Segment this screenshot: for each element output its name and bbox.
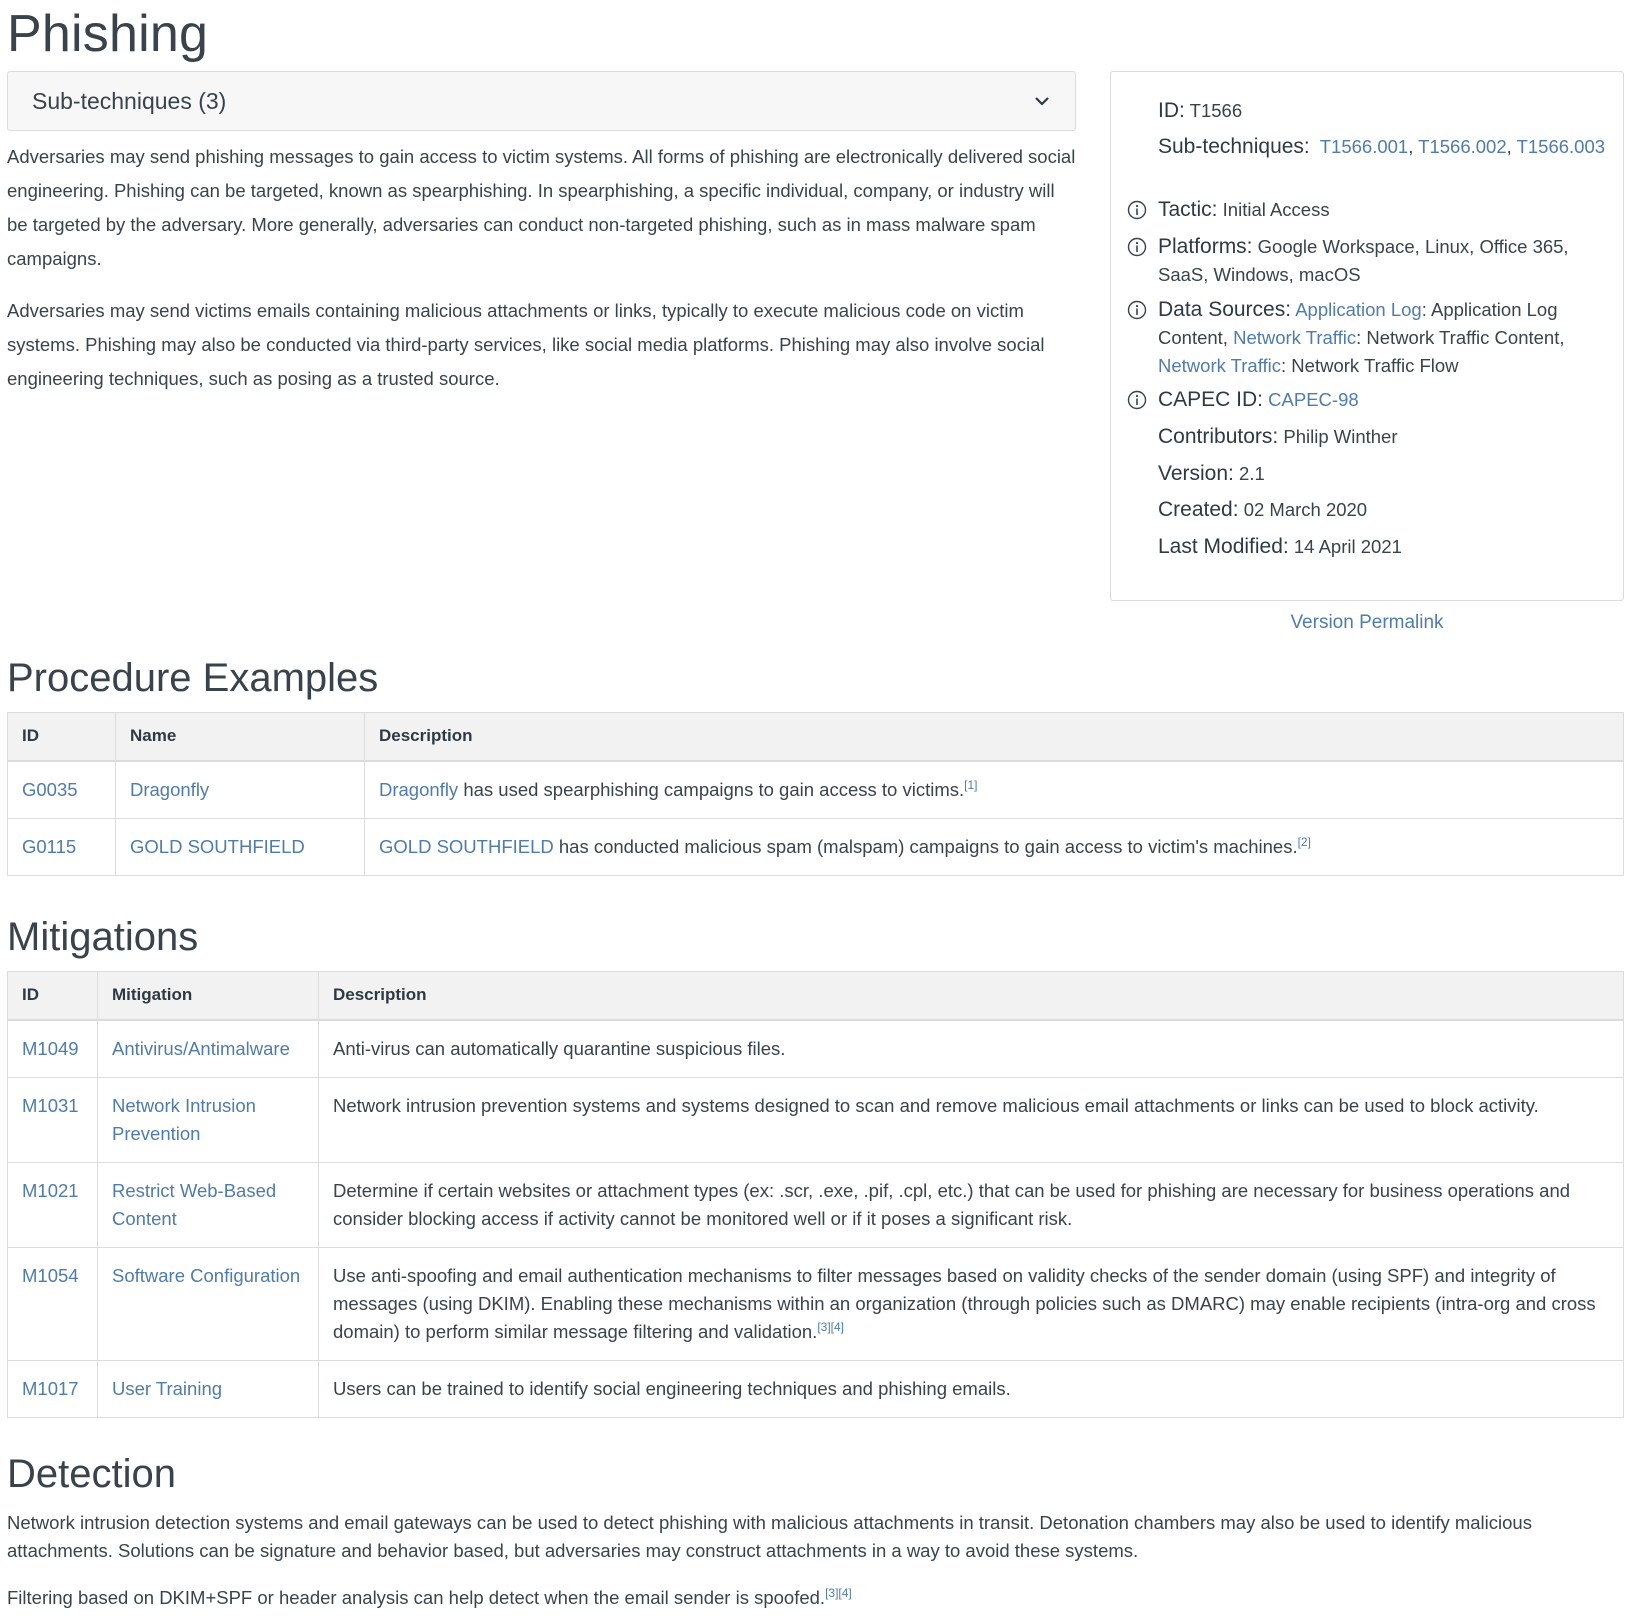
column-header: ID	[8, 713, 116, 761]
page-title: Phishing	[7, 5, 209, 63]
subtechnique-link[interactable]: T1566.001	[1319, 136, 1409, 157]
column-header: Mitigation	[98, 972, 319, 1020]
card-datasources-row	[1158, 296, 1608, 380]
group-desc-link[interactable]: GOLD SOUTHFIELD	[379, 835, 554, 857]
mitigation-description-cell	[319, 1077, 1624, 1162]
info-circle-icon[interactable]	[1127, 390, 1147, 410]
card-datasources-label: Data Sources:	[1158, 298, 1292, 321]
procedure-id-cell	[8, 818, 116, 875]
mitigation-id-cell	[8, 1077, 98, 1162]
column-header: Description	[319, 972, 1624, 1020]
subtechniques-label: Sub-techniques (3)	[32, 87, 227, 114]
card-created-value: 02 March 2020	[1243, 499, 1368, 520]
mitigation-description-text: Use anti-spoofing and email authentication mechanisms to filter messages based on validity checks of the sender domain (using SPF) and integrity of messages (using DKIM). Enabling these mechanisms within an organization (through policies such as DMARC) may enable recipients (intra-org and cross domain) to perform similar message filtering and validation.	[333, 1264, 1596, 1342]
mitigation-name-cell	[98, 1077, 319, 1162]
detection-paragraph: Network intrusion detection systems and email gateways can be used to detect phishing with malicious attachments in transit. Detonation chambers may also be used to identify malicious attachments. Solutions can be signature and behavior based, but adversaries may construct attachments in a way to avoid these systems.	[7, 1512, 1532, 1561]
procedure-name-cell	[116, 761, 365, 819]
column-header: Name	[116, 713, 365, 761]
card-version-label: Version:	[1158, 462, 1234, 485]
mitigation-name-cell	[98, 1020, 319, 1078]
card-id-row	[1158, 97, 1608, 125]
datasource-link[interactable]: Network Traffic	[1233, 327, 1357, 348]
table-row	[8, 761, 1624, 819]
group-id-link[interactable]: G0115	[22, 835, 77, 857]
group-id-link[interactable]: G0035	[22, 778, 78, 800]
mitigations-table	[7, 971, 1624, 1418]
mitigation-description-text: Anti-virus can automatically quarantine suspicious files.	[333, 1037, 786, 1059]
detection-paragraph-2	[7, 1584, 1624, 1612]
procedure-examples-heading: Procedure Examples	[7, 656, 379, 700]
version-permalink-link[interactable]: Version Permalink	[1290, 612, 1444, 633]
detection-text: Filtering based on DKIM+SPF or header analysis can help detect when the email sender is spoofed.	[7, 1587, 826, 1608]
procedure-description-text: has conducted malicious spam (malspam) campaigns to gain access to victim's machines.	[553, 835, 1298, 857]
mitigation-description-text: Determine if certain websites or attachment types (ex: .scr, .exe, .pif, .cpl, etc.) that can be used for phishing are necessary for business operations and consider blocking access if activity cannot be monitored well or if it poses a significant risk.	[333, 1179, 1571, 1229]
chevron-down-icon	[1033, 92, 1051, 110]
mitigation-description-cell	[319, 1020, 1624, 1078]
mitigation-id-link[interactable]: M1031	[22, 1094, 79, 1116]
table-header-row	[8, 972, 1624, 1020]
datasource-link[interactable]: Application Log	[1295, 299, 1422, 320]
procedure-description-text: has used spearphishing campaigns to gain access to victims.	[458, 778, 965, 800]
card-contributors-value: Philip Winther	[1283, 426, 1398, 447]
mitigation-name-link[interactable]: Software Configuration	[112, 1264, 301, 1286]
reference-link[interactable]: [3][4]	[825, 1585, 852, 1600]
mitigation-description-cell	[319, 1360, 1624, 1417]
card-created-label: Created:	[1158, 498, 1239, 521]
mitigation-id-link[interactable]: M1054	[22, 1264, 79, 1286]
mitigation-name-link[interactable]: Restrict Web-Based Content	[112, 1179, 277, 1229]
mitigation-description-text: Users can be trained to identify social engineering techniques and phishing emails.	[333, 1377, 1011, 1399]
table-row	[8, 818, 1624, 875]
card-version-value: 2.1	[1239, 463, 1265, 484]
datasource-link[interactable]: Network Traffic	[1158, 355, 1282, 376]
datasource-component: : Application Log Content,	[1158, 299, 1558, 348]
table-row	[8, 1162, 1624, 1247]
card-version-row	[1158, 460, 1608, 488]
mitigation-description-cell	[319, 1247, 1624, 1360]
card-modified-label: Last Modified:	[1158, 535, 1289, 558]
card-capec-row	[1158, 386, 1608, 414]
group-desc-link[interactable]: Dragonfly	[379, 778, 459, 800]
version-permalink-container	[1110, 612, 1624, 634]
mitigation-id-cell	[8, 1360, 98, 1417]
mitigation-id-cell	[8, 1020, 98, 1078]
card-capec-label: CAPEC ID:	[1158, 388, 1264, 411]
mitigation-name-link[interactable]: Antivirus/Antimalware	[112, 1037, 290, 1059]
mitigation-description-cell	[319, 1162, 1624, 1247]
mitigation-id-link[interactable]: M1049	[22, 1037, 79, 1059]
table-row	[8, 1360, 1624, 1417]
group-name-link[interactable]: Dragonfly	[130, 778, 210, 800]
card-tactic-value: Initial Access	[1222, 199, 1330, 220]
info-circle-icon[interactable]	[1127, 237, 1147, 257]
capec-link[interactable]: CAPEC-98	[1268, 389, 1359, 410]
card-platforms-value: Google Workspace, Linux, Office 365, SaaS, Windows, macOS	[1158, 236, 1569, 285]
card-created-row	[1158, 496, 1608, 524]
mitigation-name-link[interactable]: User Training	[112, 1377, 223, 1399]
column-header: ID	[8, 972, 98, 1020]
table-header-row	[8, 713, 1624, 761]
mitigations-heading: Mitigations	[7, 915, 199, 959]
info-circle-icon[interactable]	[1127, 300, 1147, 320]
mitigation-id-cell	[8, 1162, 98, 1247]
reference-link[interactable]: [2]	[1297, 834, 1311, 849]
table-row	[8, 1020, 1624, 1078]
column-header: Description	[365, 713, 1624, 761]
card-platforms-row	[1158, 233, 1608, 289]
detection-heading: Detection	[7, 1452, 176, 1496]
subtechnique-link[interactable]: T1566.003	[1516, 136, 1606, 157]
info-circle-icon[interactable]	[1127, 200, 1147, 220]
mitigation-id-link[interactable]: M1017	[22, 1377, 79, 1399]
reference-link[interactable]: [1]	[964, 777, 978, 792]
reference-link[interactable]: [3][4]	[817, 1319, 844, 1334]
technique-description	[7, 140, 1079, 414]
procedure-description-cell	[365, 818, 1624, 875]
mitigation-name-link[interactable]: Network Intrusion Prevention	[112, 1094, 256, 1144]
table-row	[8, 1077, 1624, 1162]
mitigation-name-cell	[98, 1247, 319, 1360]
mitigation-id-cell	[8, 1247, 98, 1360]
table-row	[8, 1247, 1624, 1360]
card-subtechniques-label: Sub-techniques:	[1158, 135, 1310, 158]
card-tactic-row	[1158, 196, 1608, 224]
procedure-examples-table	[7, 712, 1624, 876]
procedure-name-cell	[116, 818, 365, 875]
card-contributors-label: Contributors:	[1158, 425, 1279, 448]
mitigation-name-cell	[98, 1162, 319, 1247]
description-paragraph: Adversaries may send phishing messages to gain access to victim systems. All forms of phishing are electronically delivered social engineering. Phishing can be targeted, known as spearphishing. In spearphishing, a specific individual, company, or industry will be targeted by the adversary. More generally, adversaries can conduct non-targeted phishing, such as in mass malware spam campaigns.	[7, 146, 1076, 269]
description-paragraph: Adversaries may send victims emails containing malicious attachments or links, typically to execute malicious code on victim systems. Phishing may also be conducted via third-party services, like social media platforms. Phishing may also involve social engineering techniques, such as posing as a trusted source.	[7, 300, 1045, 389]
mitigation-description-text: Network intrusion prevention systems and systems designed to scan and remove malicious email attachments or links can be used to block activity.	[333, 1094, 1539, 1116]
subtechnique-link[interactable]: T1566.002	[1418, 136, 1507, 157]
group-name-link[interactable]: GOLD SOUTHFIELD	[130, 835, 305, 857]
datasource-component: : Network Traffic Flow	[1281, 355, 1459, 376]
card-tactic-label: Tactic:	[1158, 198, 1218, 221]
card-modified-row	[1158, 533, 1608, 561]
procedure-id-cell	[8, 761, 116, 819]
procedure-description-cell	[365, 761, 1624, 819]
card-contributors-row	[1158, 423, 1608, 451]
subtechniques-dropdown[interactable]	[7, 71, 1076, 131]
technique-info-card	[1110, 71, 1624, 601]
card-modified-value: 14 April 2021	[1293, 536, 1402, 557]
datasource-component: : Network Traffic Content,	[1356, 327, 1565, 348]
card-id-label: ID:	[1158, 99, 1185, 122]
card-id-value: T1566	[1189, 100, 1243, 121]
card-platforms-label: Platforms:	[1158, 235, 1253, 258]
mitigation-name-cell	[98, 1360, 319, 1417]
card-subtechniques-row: Sub-techniques: T1566.001, T1566.002, T1566.003	[1158, 135, 1606, 158]
mitigation-id-link[interactable]: M1021	[22, 1179, 79, 1201]
